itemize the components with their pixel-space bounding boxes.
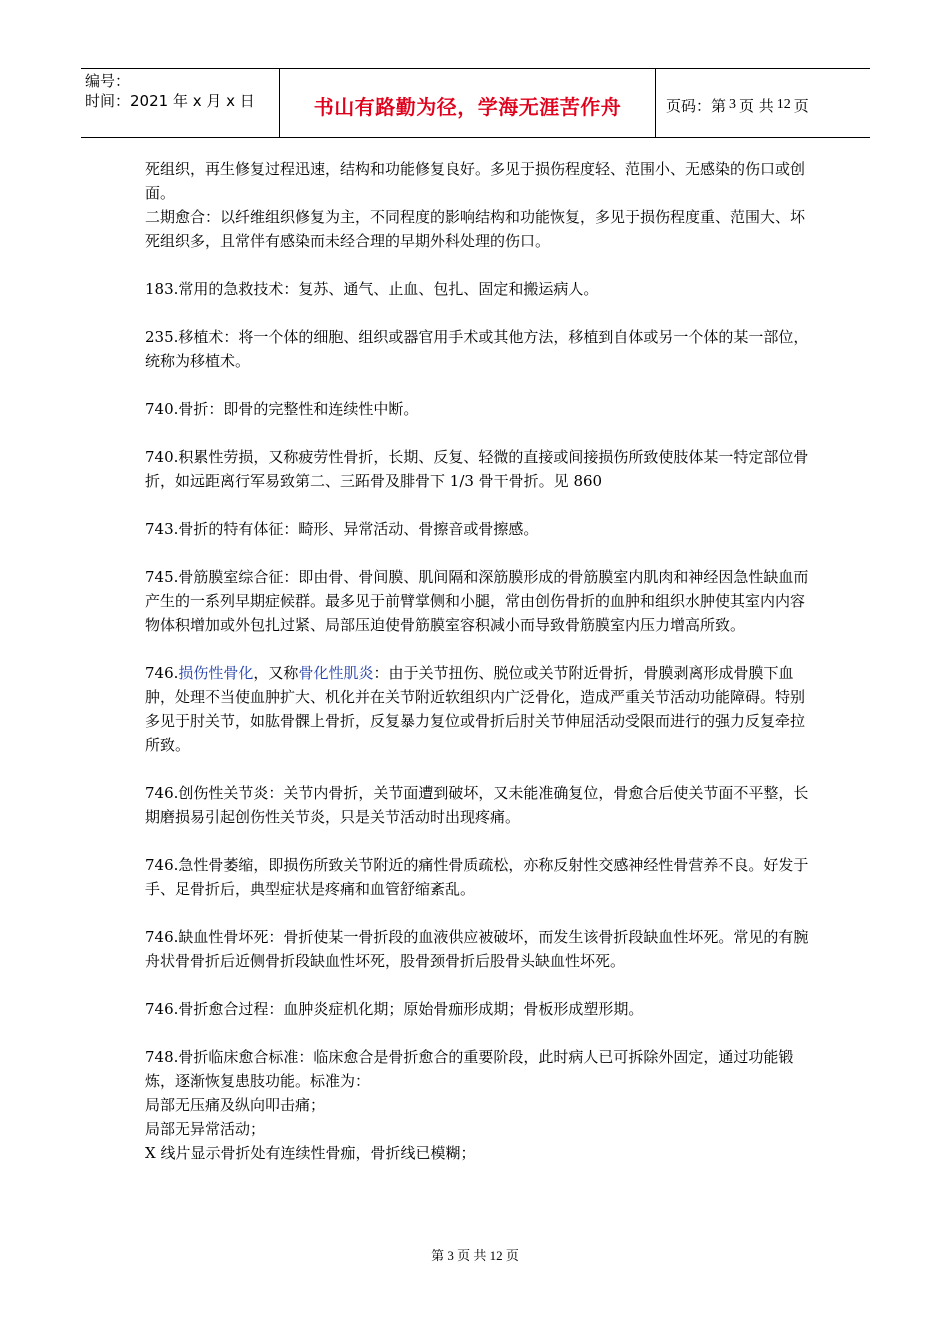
paragraph: 746.骨折愈合过程：血肿炎症机化期；原始骨痂形成期；骨板形成塑形期。 — [145, 1000, 644, 1018]
paragraph: X 线片显示骨折处有连续性骨痂，骨折线已模糊； — [145, 1144, 476, 1162]
paragraph-text: ，又称 — [253, 664, 299, 682]
paragraph-prefix: 746. — [145, 664, 179, 682]
document-date: 时间：2021 年 x 月 x 日 — [85, 92, 255, 110]
paragraph: 235.移植术：将一个体的细胞、组织或器官用手术或其他方法，移植到自体或另一个体的某一部位，统称为移植术。 — [145, 328, 809, 370]
paragraph: 二期愈合：以纤维组织修复为主，不同程度的影响结构和功能恢复，多见于损伤程度重、范围大、坏死组织多，且常伴有感染而未经合理的早期外科处理的伤口。 — [145, 208, 806, 250]
header-motto: 书山有路勤为径，学海无涯苦作舟 — [313, 94, 622, 119]
header-page-number — [656, 69, 870, 137]
paragraph: 746.急性骨萎缩，即损伤所致关节附近的痛性骨质疏松，亦称反射性交感神经性骨营养不良。好发于手、足骨折后，典型症状是疼痛和血管舒缩紊乱。 — [145, 856, 809, 898]
document-number-label: 编号： — [85, 72, 131, 90]
paragraph: 183.常用的急救技术：复苏、通气、止血、包扎、固定和搬运病人。 — [145, 280, 599, 298]
paragraph: 740.骨折：即骨的完整性和连续性中断。 — [145, 400, 419, 418]
page-header — [81, 68, 870, 138]
page-suffix: 页 — [793, 96, 809, 115]
term-link-myositis-ossificans[interactable]: 骨化性肌炎 — [298, 664, 374, 682]
term-link-heterotopic-ossification[interactable]: 损伤性骨化 — [178, 664, 254, 682]
page-current: 3 — [729, 97, 737, 112]
paragraph: 死组织，再生修复过程迅速，结构和功能修复良好。多见于损伤程度轻、范围小、无感染的伤口或创面。 — [145, 160, 806, 202]
body-content — [145, 157, 810, 1165]
paragraph: 746.缺血性骨坏死：骨折使某一骨折段的血液供应被破坏，而发生该骨折段缺血性坏死。常见的有腕舟状骨骨折后近侧骨折段缺血性坏死，股骨颈骨折后股骨头缺血性坏死。 — [145, 928, 809, 970]
header-motto-cell — [280, 69, 656, 137]
paragraph: 743.骨折的特有体征：畸形、异常活动、骨擦音或骨擦感。 — [145, 520, 539, 538]
page-prefix: 页码：第 — [666, 96, 727, 115]
page-total: 12 — [776, 97, 791, 112]
paragraph: 740.积累性劳损，又称疲劳性骨折，长期、反复、轻微的直接或间接损伤所致使肢体某一特定部位骨折，如远距离行军易致第二、三跖骨及腓骨下 1/3 骨干骨折。见 860 — [145, 448, 809, 490]
paragraph: 745.骨筋膜室综合征：即由骨、骨间膜、肌间隔和深筋膜形成的骨筋膜室内肌肉和神经因急性缺血而产生的一系列早期症候群。最多见于前臂掌侧和小腿，常由创伤骨折的血肿和组织水肿使其室内内容物体积增加或外包扎过紧、局部压迫使骨筋膜室容积减小而导致骨筋膜室内压力增高所致。 — [145, 568, 809, 634]
header-meta — [81, 69, 280, 137]
paragraph: 局部无压痛及纵向叩击痛； — [145, 1096, 326, 1114]
paragraph: 748.骨折临床愈合标准：临床愈合是骨折愈合的重要阶段，此时病人已可拆除外固定，通过功能锻炼，逐渐恢复患肢功能。标准为： — [145, 1048, 794, 1090]
page-mid: 页 共 — [739, 96, 774, 115]
paragraph: 局部无异常活动； — [145, 1120, 266, 1138]
paragraph-text: ：由于关节扭伤、脱位或关节附近骨折，骨膜剥离形成骨膜下血肿，处理不当使血肿扩大、机化并在关节附近软组织内广泛骨化，造成严重关节活动功能障碍。特别多见于肘关节，如肱骨髁上骨折，反复暴力复位或骨折后肘关节伸屈活动受限而进行的强力反复牵拉所致。 — [145, 664, 806, 754]
paragraph: 746.创伤性关节炎：关节内骨折，关节面遭到破坏，又未能准确复位，骨愈合后使关节面不平整，长期磨损易引起创伤性关节炎，只是关节活动时出现疼痛。 — [145, 784, 809, 826]
paragraph-with-links — [145, 661, 810, 757]
page-footer: 第 3 页 共 12 页 — [431, 1248, 519, 1263]
